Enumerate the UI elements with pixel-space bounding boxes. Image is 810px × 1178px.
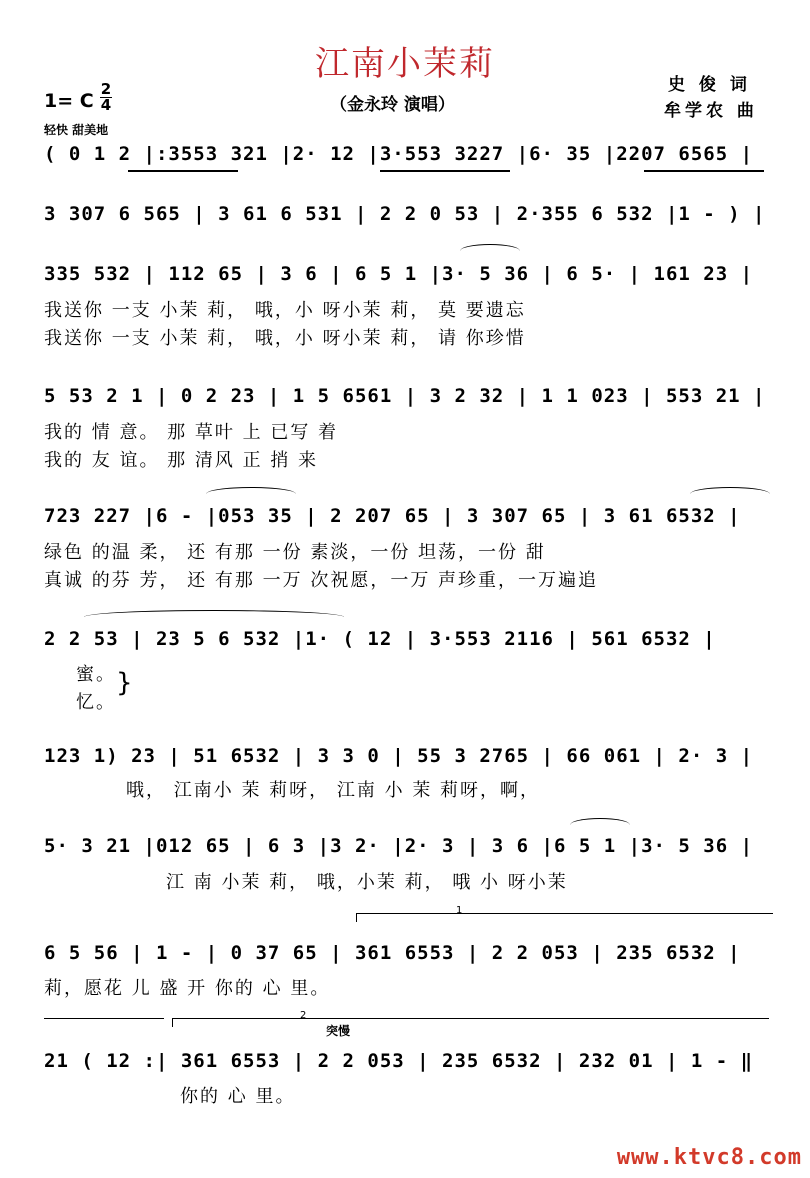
score-row-7-lyric-1: 哦， 江南小 茉 莉呀， 江南 小 茉 莉呀，啊， bbox=[126, 780, 541, 801]
tempo-marking: 轻快 甜美地 bbox=[44, 123, 109, 137]
song-title: 江南小茉莉 bbox=[315, 44, 495, 84]
time-denominator: 4 bbox=[100, 96, 112, 114]
score-row-4-lyric-1: 我的 情 意。 那 草叶 上 已写 着 bbox=[44, 422, 339, 443]
slur-mark bbox=[690, 487, 770, 494]
score-row-10-lyric-1: 你的 心 里。 bbox=[180, 1086, 296, 1107]
slur-mark bbox=[570, 818, 630, 825]
volta-bracket-2 bbox=[172, 1018, 769, 1027]
volta-1-number: 1 bbox=[456, 905, 463, 916]
beam-underline bbox=[128, 170, 238, 172]
time-signature bbox=[100, 82, 112, 113]
key-signature bbox=[44, 90, 94, 112]
key-label: 1= C bbox=[44, 90, 94, 112]
score-row-6-notes: 2 2 53 | 23 5 6 532 |1· ( 12 | 3·553 2116 | 561 6532 | bbox=[44, 628, 716, 650]
composer-credit: 牟学农 曲 bbox=[664, 101, 758, 121]
score-row-8-lyric-1: 江 南 小茉 莉， 哦，小茉 莉， 哦 小 呀小茉 bbox=[166, 872, 568, 893]
slur-mark bbox=[206, 487, 296, 494]
score-row-3-notes: 335 532 | 112 65 | 3 6 | 6 5 1 |3· 5 36 | 6 5· | 161 23 | bbox=[44, 263, 754, 285]
site-watermark: www.ktvc8.com bbox=[616, 1145, 802, 1170]
lyricist-credit: 史 俊 词 bbox=[668, 75, 751, 95]
score-row-3-lyric-2: 我送你 一支 小茉 莉， 哦，小 呀小茉 莉， 请 你珍惜 bbox=[44, 328, 526, 349]
volta-2-number: 2 bbox=[300, 1010, 307, 1021]
performer-credit: （金永玲 演唱） bbox=[330, 95, 455, 115]
score-row-6-lyric-1: 蜜。 bbox=[76, 664, 116, 685]
slur-mark bbox=[84, 610, 344, 617]
lyric-brace: } bbox=[116, 668, 133, 698]
volta-bracket-1 bbox=[356, 913, 773, 922]
time-numerator: 2 bbox=[100, 80, 112, 98]
score-row-4-notes: 5 53 2 1 | 0 2 23 | 1 5 6561 | 3 2 32 | 1 1 023 | 553 21 | bbox=[44, 385, 766, 407]
slur-mark bbox=[460, 244, 520, 251]
volta-bracket-left bbox=[44, 1018, 164, 1019]
score-row-7-notes: 123 1) 23 | 51 6532 | 3 3 0 | 55 3 2765 | 66 061 | 2· 3 | bbox=[44, 745, 754, 767]
score-row-9-notes: 6 5 56 | 1 - | 0 37 65 | 361 6553 | 2 2 053 | 235 6532 | bbox=[44, 942, 741, 964]
score-row-2-notes: 3 307 6 565 | 3 61 6 531 | 2 2 0 53 | 2·355 6 532 |1 - ) | bbox=[44, 203, 766, 225]
score-row-10-notes: 21 ( 12 :| 361 6553 | 2 2 053 | 235 6532 | 232 01 | 1 - ‖ bbox=[44, 1050, 754, 1072]
score-row-6-lyric-2: 忆。 bbox=[76, 692, 116, 713]
tempo-change-mark: 突慢 bbox=[326, 1024, 351, 1038]
score-row-1-notes: ( 0 1 2 |:3553 321 |2· 12 |3·553 3227 |6· 35 |2207 6565 | bbox=[44, 143, 754, 165]
score-row-5-notes: 723 227 |6 - |053 35 | 2 207 65 | 3 307 65 | 3 61 6532 | bbox=[44, 505, 741, 527]
score-row-5-lyric-1: 绿色 的温 柔， 还 有那 一份 素淡，一份 坦荡，一份 甜 bbox=[44, 542, 546, 563]
score-row-5-lyric-2: 真诚 的芬 芳， 还 有那 一万 次祝愿，一万 声珍重，一万遍追 bbox=[44, 570, 599, 591]
score-row-8-notes: 5· 3 21 |012 65 | 6 3 |3 2· |2· 3 | 3 6 |6 5 1 |3· 5 36 | bbox=[44, 835, 754, 857]
beam-underline bbox=[380, 170, 510, 172]
score-row-9-lyric-1: 莉，愿花 儿 盛 开 你的 心 里。 bbox=[44, 978, 331, 999]
beam-underline bbox=[644, 170, 764, 172]
score-row-4-lyric-2: 我的 友 谊。 那 清风 正 捎 来 bbox=[44, 450, 319, 471]
score-row-3-lyric-1: 我送你 一支 小茉 莉， 哦，小 呀小茉 莉， 莫 要遗忘 bbox=[44, 300, 526, 321]
